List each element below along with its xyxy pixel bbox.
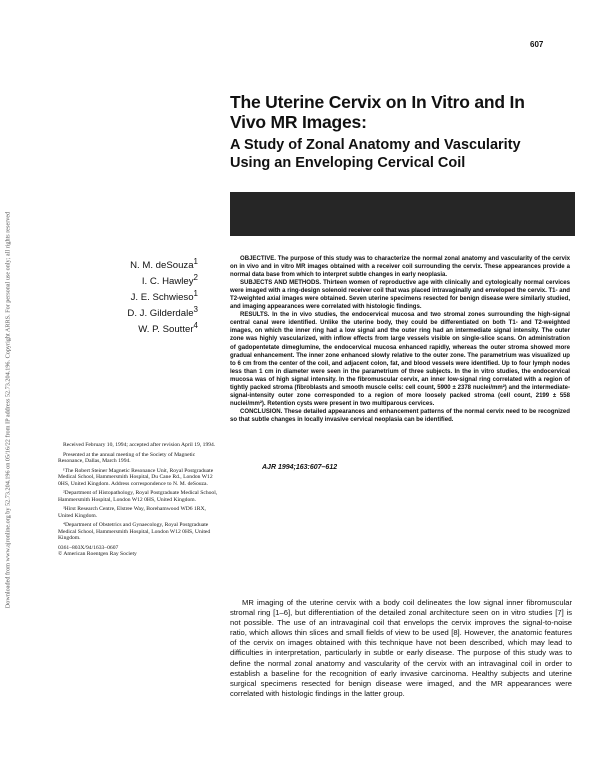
author: N. M. deSouza$^1$ xyxy=(130,257,198,272)
author: D. J. Gilderdale$^3$ xyxy=(127,304,198,320)
page-number: 607 xyxy=(530,40,544,49)
title-banner xyxy=(230,192,575,236)
affiliation-1: ¹The Robert Steiner Magnetic Resonance Unit, Royal Postgraduate Medical School, Hammersmith Hospital, Du Cane Rd., London W12 0HS, United Kingdom. Address correspondence to N. M. deSouza. xyxy=(58,467,214,487)
issn: 0361–803X/94/1633–0607 xyxy=(58,544,119,551)
received-note: Received February 10, 1994; accepted after revision April 19, 1994. xyxy=(63,442,216,448)
abstract-objective: OBJECTIVE. The purpose of this study was to characterize the normal zonal anatomy and vascularity of the cervix on in vivo and in vitro MR images obtained with a receiver coil surrounding the cervix. These appearances provide a normal data base from which to interpret subtle changes in early neoplasia. xyxy=(230,256,570,279)
affiliation-2: ²Department of Histopathology, Royal Postgraduate Medical School, Hammersmith Hospital, London W12 0HS, United Kingdom. xyxy=(58,490,218,503)
download-notice-text: Downloaded from www.ajronline.org by 52.73.204.196 on 05/16/22 from IP address 52.73.204.196. Copyright ARRS. For personal use only; all rights reserved xyxy=(4,211,12,609)
journal-citation: AJR 1994;163:607–612 xyxy=(262,464,338,471)
title-rest: A Study of Zonal Anatomy and Vascularity Using an Enveloping Cervical Coil xyxy=(230,137,521,171)
download-notice xyxy=(2,140,14,680)
affiliation-4: ⁴Department of Obstetrics and Gynaecology, Royal Postgraduate Medical School, Hammersmith Hospital, London W12 0HS, United Kingdom. xyxy=(58,522,211,541)
abstract xyxy=(230,255,570,424)
article-title xyxy=(230,92,560,132)
author: J. E. Schwieso$^1$ xyxy=(130,288,198,304)
author: I. C. Hawley$^2$ xyxy=(141,272,198,288)
author-list xyxy=(127,256,198,336)
abstract-methods: SUBJECTS AND METHODS. Thirteen women of reproductive age with clinically and cytologically normal cervices were imaged with a ring-design solenoid receiver coil that was placed intravaginally and enveloped the cervix. T1- and T2-weighted axial images were obtained. Seven uterine specimens resected for benign disease were similarly studied, and imaging appearances were correlated with histologic findings. xyxy=(230,280,570,311)
abstract-conclusion: CONCLUSION. These detailed appearances and enhancement patterns of the normal cervix need to be recognized so that subtle changes in locally invasive cervical neoplasia can be identified. xyxy=(230,408,570,423)
footnotes xyxy=(58,442,218,558)
title-main: The Uterine Cervix on In Vitro and In Vivo MR Images: xyxy=(230,92,525,132)
presented-note: Presented at the annual meeting of the Society of Magnetic Resonance, Dallas, March 1994. xyxy=(58,451,196,464)
introduction-paragraph: MR imaging of the uterine cervix with a body coil delineates the low signal inner fibromuscular stromal ring [1–6], but differentiation of the detailed zonal architecture seen on in vitro studies [7] is not possible. The use of an intravaginal coil that envelops the cervix improves the signal-to-noise ratio, which allows thin slices and small fields of view to be used [8]. However, the anatomic features of the cervix on images obtained with this technique have not been described, which may lead to difficulties in interpretation, particularly in subtle or early disease. The purpose of this study was to define the normal zonal anatomy and vascularity of the cervix with an intravaginal coil in order to establish a baseline for the recognition of early invasive carcinoma. Healthy subjects and uterine surgical specimens resected for benign disease were imaged, and the MR appearances were correlated with histologic findings in the latter group. xyxy=(230,598,572,698)
article-subtitle xyxy=(230,136,530,172)
abstract-results: RESULTS. In the in vivo studies, the endocervical mucosa and two stromal zones surrounding the high-signal central canal were identified. Unlike the uterine body, they could be differentiated on both T1- and T2-weighted images, on which the inner ring had a low signal and the outer ring had an intermediate signal intensity. The outer zone was highly vascularized, with inflow effects from large vessels visible on single-slice scans. On administration of gadopentetate dimeglumine, the endocervical mucosa enhanced rapidly, whereas the outer stroma showed more gradual enhancement. The inner zone enhanced slowly relative to the outer zone. The parametrium was visualized up to 6 cm from the center of the coil, and adjacent colon, fat, and blood vessels were identified. Up to four lymph nodes less than 1 cm in diameter were seen in the parametrium of three subjects. In the in vitro studies, the endocervical mucosa was of high signal intensity. In the fibromuscular cervix, an inner low-signal ring correlated with a region of tightly packed stroma (fibroblasts and smooth muscle cells: cell count, 5900 ± 2378 nuclei/mm²) and the intermediate-signal-intensity outer zone corresponded to a region of more loosely packed stroma (cell count, 2199 ± 558 nuclei/mm²). Retention cysts were present in two multiparous cervices. xyxy=(230,312,570,407)
affiliation-3: ³Hirst Research Centre, Elstree Way, Borehamwood WD6 1RX, United Kingdom. xyxy=(58,506,206,519)
copyright: © American Roentgen Ray Society xyxy=(58,551,137,557)
author: W. P. Soutter$^4$ xyxy=(138,320,198,336)
